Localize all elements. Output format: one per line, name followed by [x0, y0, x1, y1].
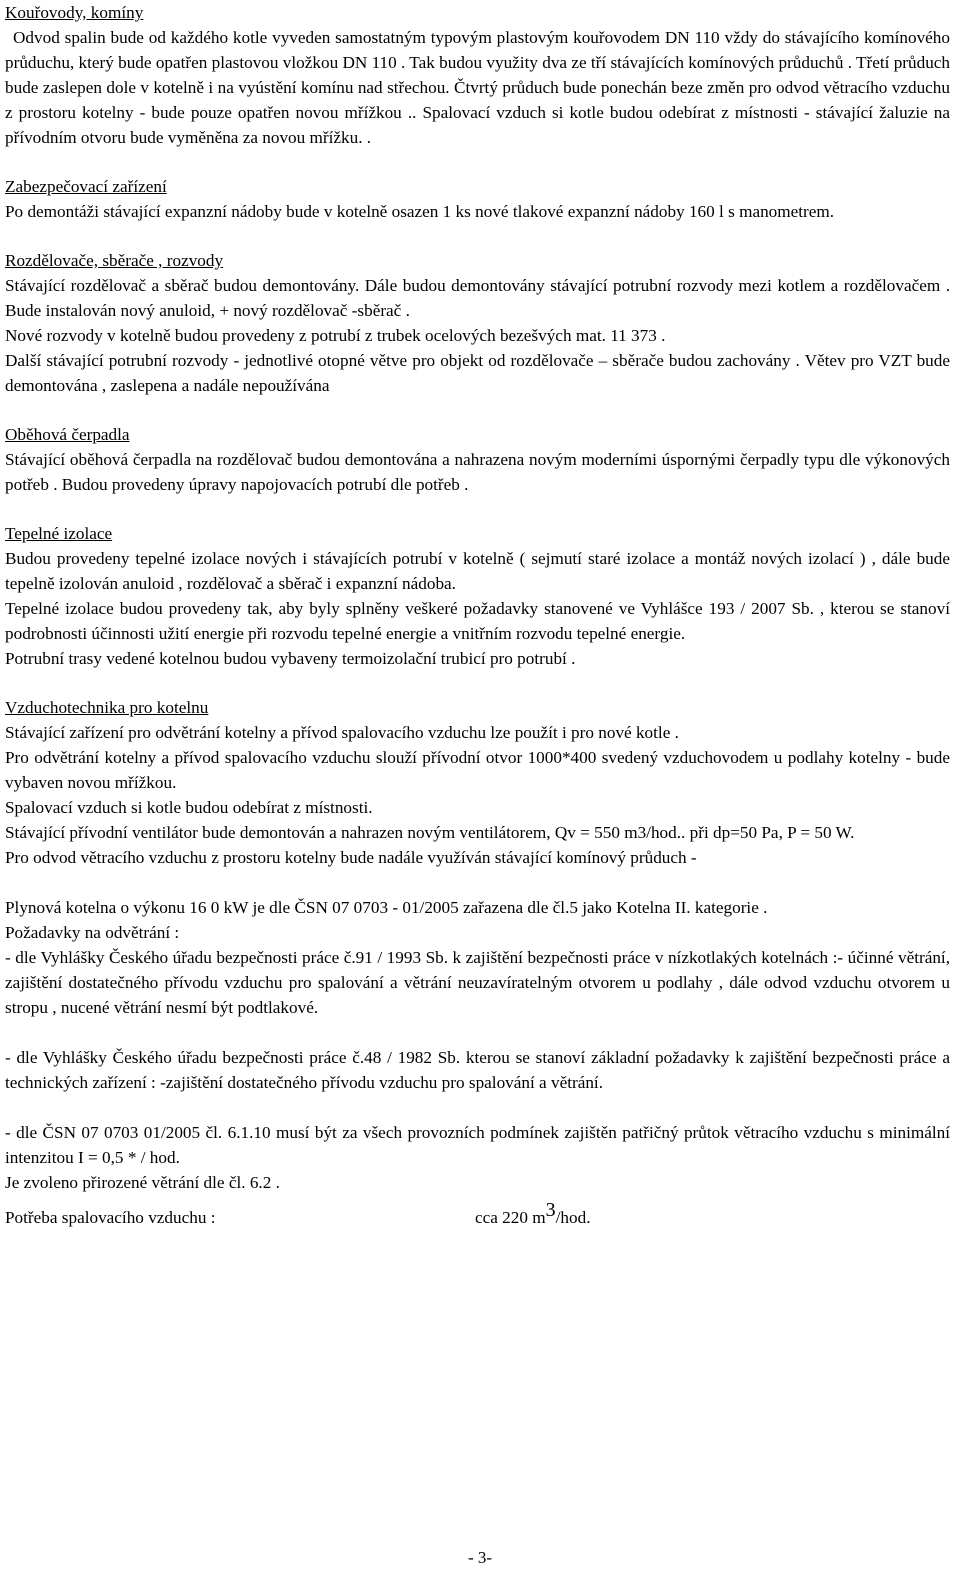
section-classification: [5, 895, 950, 1020]
insulation-paragraph: Tepelné izolace budou provedeny tak, aby byly splněny veškeré požadavky stanovené ve Vyhlášce 193 / 2007 Sb. , kterou se stanoví podrobnosti účinnosti užití energie při rozvodu tepelné energie a vnitřním rozvodu tepelné energie.: [5, 599, 950, 643]
demand-value-exponent: 3: [545, 1199, 556, 1221]
distributors-paragraph: Nové rozvody v kotelně budou provedeny z potrubí z trubek ocelových bezešvých mat. 11 373 .: [5, 326, 666, 345]
section-insulation: [5, 521, 950, 671]
page-number: - 3-: [467, 1548, 493, 1567]
section-chimneys: [5, 0, 950, 150]
natural-ventilation-note: Je zvoleno přirozené větrání dle čl. 6.2 .: [5, 1173, 280, 1192]
ventilation-requirements-label: Požadavky na odvětrání :: [5, 923, 180, 942]
combustion-air-demand-value: [475, 1199, 591, 1230]
section-title-hvac: Vzduchotechnika pro kotelnu: [5, 698, 209, 717]
decree-91-paragraph: - dle Vyhlášky Českého úřadu bezpečnosti práce č.91 / 1993 Sb. k zajištění bezpečnosti práce v nízkotlakých kotelnách :- účinné větrání, zajištění dostatečného přívodu vzduchu pro spalování a větrání neuzavíratelným otvorem u podlahy , dále odvod vzduchu otvorem u stropu , nucené větrání nesmí být podtlakové.: [5, 948, 950, 1017]
hvac-paragraph: Pro odvod větracího vzduchu z prostoru kotelny bude nadále využíván stávající komínový průduch -: [5, 848, 697, 867]
section-title-pumps: Oběhová čerpadla: [5, 425, 130, 444]
decree-48-paragraph: - dle Vyhlášky Českého úřadu bezpečnosti práce č.48 / 1982 Sb. kterou se stanoví základní požadavky k zajištění bezpečnosti práce a technických zařízení : -zajištění dostatečného přívodu vzduchu pro spalování a větrání.: [5, 1048, 950, 1092]
section-pumps: [5, 422, 950, 497]
distributors-paragraph: Další stávající potrubní rozvody - jednotlivé otopné větve pro objekt od rozdělovače – sběrače budou zachovány . Větev pro VZT bude demontována , zaslepena a nadále nepoužívána: [5, 351, 950, 395]
combustion-air-demand-label: Potřeba spalovacího vzduchu :: [5, 1208, 216, 1227]
chimneys-paragraph: Odvod spalin bude od každého kotle vyveden samostatným typovým plastovým kouřovodem DN 110 vždy do stávajícího komínového průduchu, který bude opatřen plastovou vložkou DN 110 . Tak budou využity dva ze tří stávajících komínových průduchů . Třetí průduch bude zaslepen dole v kotelně i na vyústění komínu nad střechou. Čtvrtý průduch bude ponechán beze změn pro odvod větracího vzduchu z prostoru kotelny - bude pouze opatřen novou mřížkou .. Spalovací vzduch si kotle budou odebírat z místnosti - stávající žaluzie na přívodním otvoru bude vyměněna za novou mřížku. .: [5, 28, 951, 147]
demand-value-prefix: cca 220 m: [475, 1208, 546, 1227]
insulation-paragraph: Potrubní trasy vedené kotelnou budou vybaveny termoizolační trubicí pro potrubí .: [5, 649, 576, 668]
pumps-paragraph: Stávající oběhová čerpadla na rozdělovač budou demontována a nahrazena novým moderními úspornými čerpadly typu dle výkonových potřeb . Budou provedeny úpravy napojovacích potrubí dle potřeb .: [5, 450, 950, 494]
section-distributors: [5, 248, 950, 398]
csn-paragraph: - dle ČSN 07 0703 01/2005 čl. 6.1.10 musí být za všech provozních podmínek zajištěn patřičný průtok větracího vzduchu s minimální intenzitou I = 0,5 * / hod.: [5, 1123, 950, 1167]
hvac-paragraph: Pro odvětrání kotelny a přívod spalovacího vzduchu slouží přívodní otvor 1000*400 svedený vzduchovodem u podlahy kotelny - bude vybaven novou mřížkou.: [5, 748, 950, 792]
section-title-safety: Zabezpečovací zařízení: [5, 177, 167, 196]
classification-paragraph: Plynová kotelna o výkonu 16 0 kW je dle ČSN 07 0703 - 01/2005 zařazena dle čl.5 jako Kotelna II. kategorie .: [5, 898, 768, 917]
section-title-distributors: Rozdělovače, sběrače , rozvody: [5, 251, 224, 270]
section-safety: [5, 174, 950, 224]
demand-value-suffix: /hod.: [555, 1208, 591, 1227]
document-page: [5, 0, 950, 1230]
hvac-paragraph: Stávající přívodní ventilátor bude demontován a nahrazen novým ventilátorem, Qv = 550 m3/hod.. při dp=50 Pa, P = 50 W.: [5, 823, 855, 842]
distributors-paragraph: Stávající rozdělovač a sběrač budou demontovány. Dále budou demontovány stávající potrubní rozvody mezi kotlem a rozdělovačem . Bude instalován nový anuloid, + nový rozdělovač -sběrač .: [5, 276, 950, 320]
section-title-insulation: Tepelné izolace: [5, 524, 113, 543]
combustion-air-demand: [5, 1199, 950, 1230]
section-hvac: [5, 695, 950, 870]
hvac-paragraph: Spalovací vzduch si kotle budou odebírat z místnosti.: [5, 798, 373, 817]
section-csn: [5, 1120, 950, 1195]
insulation-paragraph: Budou provedeny tepelné izolace nových i stávajících potrubí v kotelně ( sejmutí staré izolace a montáž nových izolací ) , dále bude tepelně izolován anuloid , rozdělovač a sběrač i expanzní nádoba.: [5, 549, 950, 593]
hvac-paragraph: Stávající zařízení pro odvětrání kotelny a přívod spalovacího vzduchu lze použít i pro nové kotle .: [5, 723, 679, 742]
safety-paragraph: Po demontáži stávající expanzní nádoby bude v kotelně osazen 1 ks nové tlakové expanzní nádoby 160 l s manometrem.: [5, 202, 835, 221]
section-title-chimneys: Kouřovody, komíny: [5, 3, 144, 22]
section-decree-48: [5, 1045, 950, 1095]
